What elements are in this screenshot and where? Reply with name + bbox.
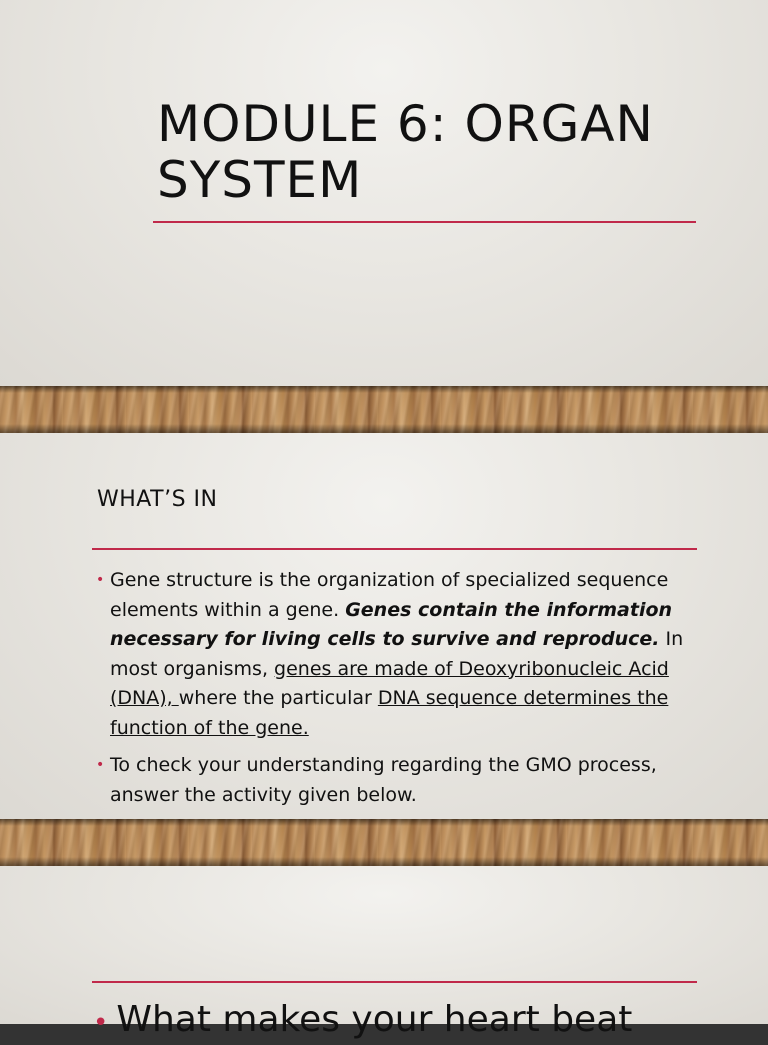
floor-divider: [0, 386, 768, 433]
bullet-2-text: To check your understanding regarding the GMO process, answer the activity given below.: [110, 754, 657, 806]
slide-1: [0, 0, 768, 386]
bullet-dot-icon: •: [96, 757, 105, 773]
slide-3-bullet-text: What makes your heart beat: [116, 999, 633, 1040]
bullet-1-emphasis: Genes contain the information necessary for living cells to survive and reproduce.: [110, 598, 673, 650]
list-item: [96, 566, 696, 743]
title-divider: [153, 221, 696, 223]
bullet-list: [96, 566, 696, 818]
bullet-1-text-3: where the particular: [178, 687, 378, 709]
bullet-1-text: Gene structure is the organization of specialized sequence elements within a gene.: [110, 569, 669, 621]
bullet-dot-icon: •: [96, 572, 105, 588]
slide-3-divider: [92, 981, 697, 983]
title-line-2: SYSTEM: [157, 151, 363, 209]
title-line-1: MODULE 6: ORGAN: [157, 95, 654, 153]
page-title: [157, 96, 654, 208]
bullet-1-underline-1: genes are made of Deoxyribonucleic Acid (DNA),: [110, 657, 669, 709]
list-item: [96, 751, 696, 810]
slide-3-bullet: [93, 998, 632, 1045]
bullet-dot-icon: •: [93, 1008, 109, 1038]
bullet-1-underline-2: DNA sequence determines the function of the gene.: [110, 687, 669, 739]
section-divider: [92, 548, 697, 550]
section-heading: WHAT’S IN: [97, 487, 218, 512]
bullet-1-text-2: In most organisms,: [110, 628, 684, 680]
floor-divider: [0, 819, 768, 866]
